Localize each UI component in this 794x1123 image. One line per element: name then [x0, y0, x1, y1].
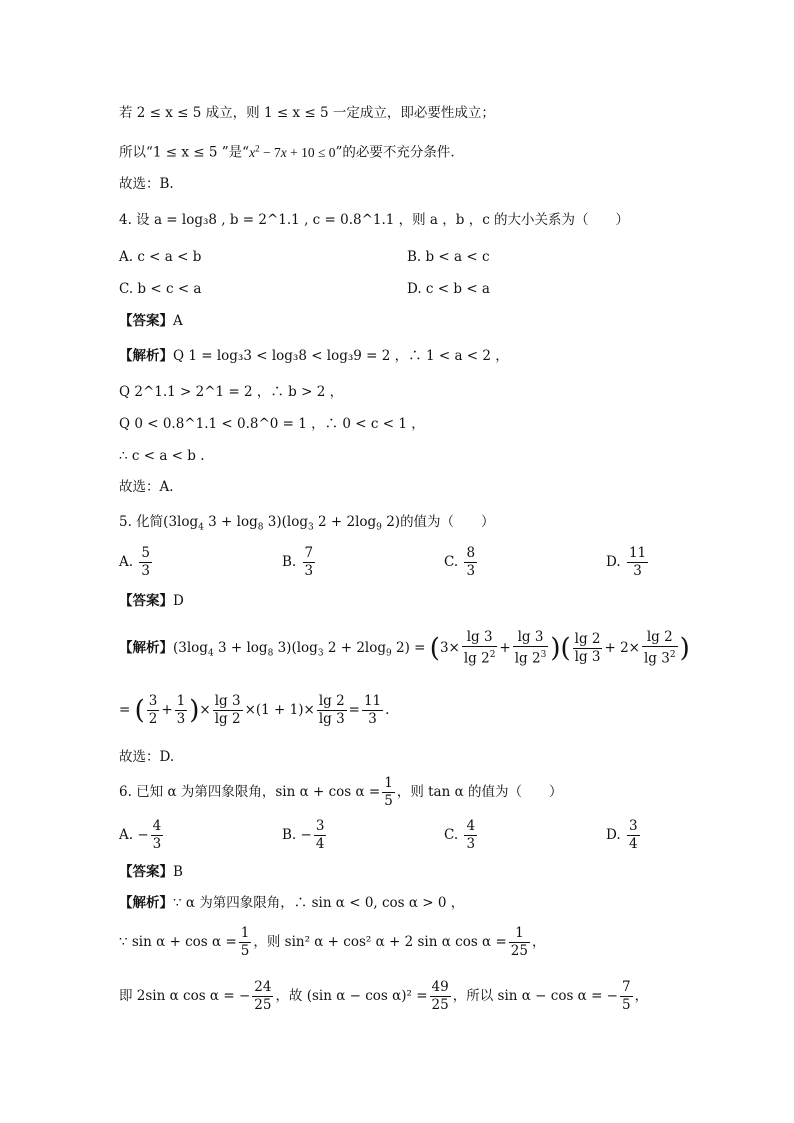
fraction: $\frac{3}{4}$	[628, 818, 638, 852]
q6-explanation-2: ∵ sin α + cos α = $\frac{1}{5}$ ，则 sin² α + cos² α + 2 sin α cos α = $\frac{1}{25}$ ，	[119, 925, 546, 959]
q4-selection: 故选：A.	[119, 479, 174, 495]
math-inline: ($3\log_4$ $3 + \log_8 3)(\log_3$ $2 + 2\log_9$ 2)	[163, 514, 401, 533]
text-fragment: 即 2sin α cos α = −	[119, 988, 251, 1004]
text-fragment: ，故 (sin α − cos α)² =	[275, 988, 428, 1004]
question-6-stem	[119, 772, 563, 812]
q4-explanation-2: Q 2^1.1 > 2^1 = 2 ，∴ b > 2 ，	[119, 384, 344, 400]
q5-option-b	[282, 545, 317, 580]
fraction: $\frac{24}{25}$	[254, 979, 272, 1013]
text-fragment: ，所以 sin α − cos α = −	[452, 988, 618, 1004]
fraction: $\frac{1}{25}$	[510, 925, 528, 959]
answer-value: A	[173, 313, 183, 329]
question-5-stem	[119, 512, 495, 538]
q6-option-a: A. − $\frac{4}{3}$	[119, 818, 162, 852]
text-fragment: ，则 sin² α + cos² α + 2 sin α cos α =	[253, 934, 507, 950]
answer-value: D	[173, 593, 184, 609]
q5-option-d	[606, 545, 650, 580]
explanation-label: 【解析】	[119, 895, 173, 911]
q6-option-c	[444, 818, 479, 853]
q6-option-d	[606, 818, 642, 853]
text-fragment: 的值为（ ）	[400, 514, 495, 530]
numerator: 7	[304, 545, 314, 561]
explanation-text: Q 1 = log₃3 < log₃8 < log₃9 = 2 ，∴ 1 < a < 2 ，	[173, 348, 509, 364]
math-inline: $x^2 - 7x + 10 \le 0$	[249, 143, 336, 160]
fraction: $\frac{1}{5}$	[384, 775, 393, 809]
explanation-label: 【解析】	[119, 348, 173, 364]
option-label: B.	[282, 554, 297, 570]
q6-answer	[119, 862, 183, 882]
q6-explanation-1	[119, 893, 464, 913]
denominator: 3	[466, 563, 476, 579]
answer-label: 【答案】	[119, 313, 173, 329]
text-line: 故选：B.	[119, 176, 174, 192]
text-line	[119, 138, 455, 163]
q4-answer	[119, 311, 183, 331]
fraction: $\frac{49}{25}$	[431, 979, 449, 1013]
q5-option-c	[444, 545, 479, 580]
fraction: $\frac{3}{4}$	[315, 818, 325, 852]
denominator: 3	[141, 563, 150, 579]
answer-value: B	[173, 864, 183, 880]
fraction	[627, 545, 648, 580]
fraction	[303, 545, 316, 580]
q4-option-b: B. b < a < c	[407, 249, 490, 265]
q4-option-a: A. c < a < b	[119, 249, 202, 265]
explanation-text: ∵ α 为第四象限角，∴ sin α < 0, cos α > 0 ，	[173, 895, 465, 911]
q6-option-b: B. − $\frac{3}{4}$	[282, 818, 325, 852]
q4-option-c: C. b < c < a	[119, 281, 202, 297]
q5-answer	[119, 591, 184, 611]
option-label: B.	[282, 827, 297, 843]
q4-option-d: D. c < b < a	[407, 281, 490, 297]
fraction: $\frac{7}{5}$	[622, 979, 631, 1013]
fraction	[139, 545, 152, 580]
option-label: A.	[119, 554, 134, 570]
q4-explanation-3: Q 0 < 0.8^1.1 < 0.8^0 = 1 ，∴ 0 < c < 1 ，	[119, 416, 425, 432]
math-block: ($3\log_4$ $3 + \log_8 3)(\log_3$ $2 + 2\log_9$ 2) = (3× $\frac{\lg 3}{\lg 2^2}$ + $\frac{\lg 3}{\lg 2^3}$ )( $\frac{\lg 2}{\lg 3}$ + 2× $\frac{\lg 2}{\lg 3^2}$ )	[173, 629, 690, 667]
text-fragment: 5. 化简	[119, 514, 164, 530]
question-4-stem: 4. 设 a = log₃8 , b = 2^1.1 , c = 0.8^1.1 ，则 a ，b ，c 的大小关系为（ ）	[119, 212, 630, 228]
text-fragment: ”的必要不充分条件.	[335, 144, 455, 161]
fraction: $\frac{1}{5}$	[240, 925, 250, 959]
fraction	[464, 545, 477, 580]
q5-explanation-1	[119, 628, 690, 674]
numerator: 11	[628, 545, 647, 561]
q5-explanation-2	[119, 690, 389, 731]
text-fragment: 6. 已知 α 为第四象限角，sin α + cos α =	[119, 784, 381, 800]
fraction: $\frac{4}{3}$	[152, 818, 162, 852]
option-label: A.	[119, 827, 134, 843]
q4-explanation-1	[119, 346, 509, 366]
text-fragment: 所以“1 ≤ x ≤ 5 ”是“	[119, 144, 250, 161]
denominator: 3	[633, 563, 642, 579]
answer-label: 【答案】	[119, 593, 173, 609]
text-line: 若 2 ≤ x ≤ 5 成立，则 1 ≤ x ≤ 5 一定成立，即必要性成立；	[119, 105, 495, 121]
option-label: D.	[606, 554, 621, 570]
math-block: = ( $\frac{3}{2}$ + $\frac{1}{3}$ )× $\frac{\lg 3}{\lg 2}$ ×(1 + 1)× $\frac{\lg 2}{\lg 3}$ = $\frac{11}{3}$ .	[119, 693, 390, 727]
answer-label: 【答案】	[119, 864, 173, 880]
numerator: 5	[141, 545, 150, 561]
q5-selection: 故选：D.	[119, 749, 175, 765]
q5-option-a	[119, 545, 154, 580]
explanation-label: 【解析】	[119, 640, 173, 656]
option-label: C.	[444, 554, 459, 570]
text-fragment: ∵ sin α + cos α =	[119, 934, 237, 950]
q6-explanation-3: 即 2sin α cos α = − $\frac{24}{25}$ ，故 (sin α − cos α)² = $\frac{49}{25}$ ，所以 sin α − cos α = − $\frac{7}{5}$ ，	[119, 979, 649, 1013]
text-fragment: ，则 tan α 的值为（ ）	[396, 784, 563, 800]
numerator: 8	[466, 545, 476, 561]
q4-explanation-4: ∴ c < a < b .	[119, 448, 205, 464]
option-label: D.	[606, 827, 621, 843]
fraction: $\frac{4}{3}$	[466, 818, 476, 852]
option-label: C.	[444, 827, 459, 843]
denominator: 3	[304, 563, 314, 579]
